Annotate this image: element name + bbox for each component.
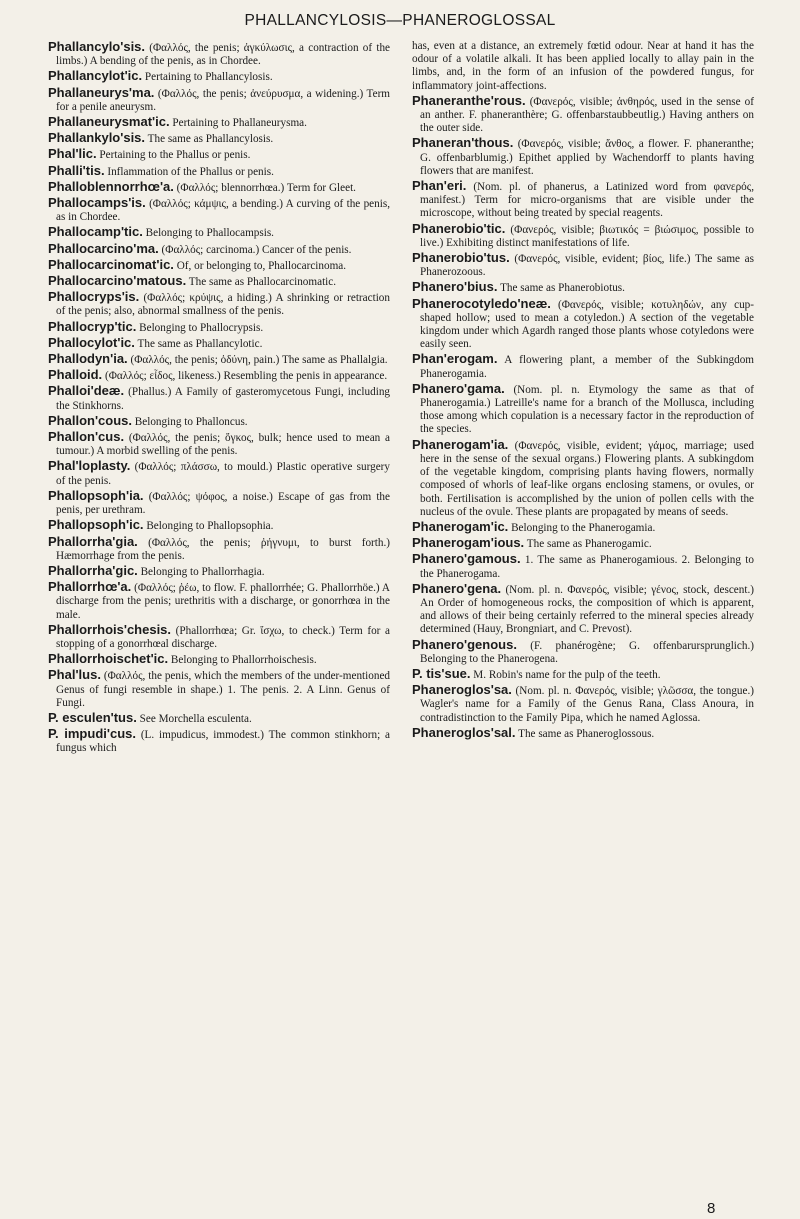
entry-headword: Phallocryps'is. xyxy=(48,289,140,305)
dictionary-entry xyxy=(48,131,390,146)
entry-definition: (Φαλλός, the penis; ἀνεύρυσμα, a widening.) Term for a penile aneurysm. xyxy=(56,87,390,113)
entry-definition: The same as Phanerogamic. xyxy=(526,538,652,551)
dictionary-entry xyxy=(48,430,390,458)
dictionary-entry xyxy=(412,520,754,535)
entry-headword: Phallodyn'ia. xyxy=(48,351,128,367)
entry-headword: Phalli'tis. xyxy=(48,162,105,178)
entry-headword: P. esculen'tus. xyxy=(48,709,137,725)
dictionary-entry xyxy=(48,580,390,622)
entry-definition: (Nom. pl. n. Etymology the same as that of Phanerogamia.) Latreille's name for a branch of the Mollusca, including those among which copulation is a necessary factor in the reproduction of the species. xyxy=(420,383,755,436)
entry-definition: (Φαλλός; κάμψις, a bending.) A curving of the penis, as in Chordee. xyxy=(56,198,390,224)
entry-headword: Phallocarcino'matous. xyxy=(48,273,187,289)
entry-definition: (Φαλλός, the penis; ῥήγνυμι, to burst forth.) Hæmorrhage from the penis. xyxy=(56,536,391,562)
entry-headword: Phan'eri. xyxy=(412,178,467,194)
entry-headword: Phallocryp'tic. xyxy=(48,318,137,334)
entry-headword: Phaneran'thous. xyxy=(412,135,514,151)
dictionary-entry xyxy=(48,535,390,563)
entry-definition: Pertaining to Phallancylosis. xyxy=(144,71,273,84)
entry-definition: (Φανερός, visible, evident; γάμος, marriage; used here in the sense of the sexual organs.) Flowering plants. A subkingdom of the vegetable kingdom, comprising plants having flowers, normally composed of whorls of leaf-like organs enclosing stamens, or ovules, or both. Fertilisation is accomplished by the union of pollen cells with the nucleus of the ovule. These plants are propagated by means of seeds. xyxy=(420,439,754,518)
entry-headword: Phal'loplasty. xyxy=(48,458,131,474)
entry-definition: (Φαλλός; πλάσσω, to mould.) Plastic operative surgery of the penis. xyxy=(56,461,390,487)
dictionary-entry xyxy=(48,115,390,130)
entry-definition: (Φαλλός; blennorrhœa.) Term for Gleet. xyxy=(176,181,356,194)
entry-headword: Phallorrhois'chesis. xyxy=(48,621,172,637)
dictionary-entry xyxy=(48,711,390,726)
page-number: 8 xyxy=(707,1200,716,1217)
dictionary-entry xyxy=(48,652,390,667)
entry-definition: (Φανερός, visible, evident; βίος, life.) The same as Phanerozoous. xyxy=(420,253,754,279)
dictionary-entry xyxy=(48,623,390,651)
entry-definition: (Φαλλός, the penis; ἀγκύλωσις, a contraction of the limbs.) A bending of the penis, as in Chordee. xyxy=(56,42,391,68)
dictionary-entry xyxy=(412,536,754,551)
entry-definition: (Φαλλός; κρύψις, a hiding.) A shrinking or retraction of the penis; also, abnormal smallness of the penis. xyxy=(56,292,390,318)
entry-definition: Belonging to Phallopsophia. xyxy=(146,520,274,533)
entry-definition: Belonging to Phallorrhoischesis. xyxy=(170,654,317,667)
dictionary-entry xyxy=(48,384,390,412)
entry-definition: (Φανερός, visible; ἄνθος, a flower. F. phaneranthe; G. offenbarblumig.) Epithet applied by Wachendorff to plants having flowers that are manifest. xyxy=(420,138,755,177)
dictionary-entry xyxy=(48,368,390,383)
entry-definition: (Nom. pl. of phanerus, a Latinized word from φανερός, manifest.) Term for micro-organisms that are visible under the microscope, without being treated by special reagents. xyxy=(420,181,754,220)
entry-definition: has, even at a distance, an extremely fœtid odour. Near at hand it has the odour of a volatile alkali. It has been applied locally to allay pain in the limbs, and, in the form of an infusion of the powdered fungus, for inflammatory joint-affections. xyxy=(412,40,754,92)
dictionary-entry xyxy=(48,290,390,318)
entry-definition: 1. The same as Phanerogamious. 2. Belonging to the Phanerogama. xyxy=(420,554,754,580)
dictionary-entry xyxy=(412,352,754,380)
dictionary-entry xyxy=(48,196,390,224)
entry-definition: Belonging to Phallocampsis. xyxy=(145,227,274,240)
entry-headword: Phallocamp'tic. xyxy=(48,224,143,240)
dictionary-entry xyxy=(412,94,754,136)
dictionary-entry xyxy=(48,320,390,335)
entry-headword: Phaneroglos'sa. xyxy=(412,682,512,698)
entry-headword: Phallon'cus. xyxy=(48,429,125,445)
entry-headword: Phallankylo'sis. xyxy=(48,130,146,146)
entry-definition: Pertaining to the Phallus or penis. xyxy=(99,149,251,162)
entry-headword: Phanerogam'ious. xyxy=(412,535,525,551)
entry-definition: (Φαλλός, the penis, which the members of the under-mentioned Genus of fungi resemble in shape.) 1. The penis. 2. A Linn. Genus of Fungi. xyxy=(56,670,391,709)
left-column xyxy=(48,40,390,757)
dictionary-entry xyxy=(412,683,754,725)
page-header: PHALLANCYLOSIS—PHANEROGLOSSAL xyxy=(244,12,556,29)
dictionary-entry xyxy=(48,352,390,367)
entry-headword: Phal'lus. xyxy=(48,667,101,683)
dictionary-entry xyxy=(412,136,754,178)
entry-headword: Phanero'gamous. xyxy=(412,551,521,567)
entry-headword: Phallocarcinomat'ic. xyxy=(48,256,174,272)
entry-headword: P. tis'sue. xyxy=(412,665,471,681)
entry-definition: Inflammation of the Phallus or penis. xyxy=(107,165,274,178)
dictionary-entry xyxy=(48,518,390,533)
entry-definition: (Φαλλός; ῥέω, to flow. F. phallorrhée; G. Phallorrhöe.) A discharge from the penis; urethritis with a discharge, or gonorrhœa in the male. xyxy=(56,582,390,621)
dictionary-entry xyxy=(48,727,390,755)
entry-definition: (L. impudicus, immodest.) The common stinkhorn; a fungus which xyxy=(56,729,390,755)
entry-headword: Phalloid. xyxy=(48,367,103,383)
entry-headword: Phan'erogam. xyxy=(412,351,498,367)
entry-headword: Phallaneurys'ma. xyxy=(48,84,155,100)
dictionary-entry xyxy=(412,280,754,295)
entry-headword: Phalloi'deæ. xyxy=(48,383,125,399)
dictionary-entry xyxy=(48,258,390,273)
entry-definition: The same as Phaneroglossous. xyxy=(518,727,655,740)
dictionary-entry xyxy=(48,668,390,710)
entry-definition: (Φανερός, visible; βιωτικός = βιώσιμος, possible to live.) Exhibiting distinct manifestations of life. xyxy=(420,223,755,249)
entry-headword: Phanero'gena. xyxy=(412,580,502,596)
entry-definition: (Φαλλός; εἶδος, likeness.) Resembling the penis in appearance. xyxy=(104,370,388,383)
entry-definition: (Φανερός, visible; ἀνθηρός, used in the sense of an anther. F. phaneranthère; G. offenbarstaubbeutlig.) Having anthers on the outer side. xyxy=(420,95,755,135)
dictionary-entry xyxy=(48,336,390,351)
entry-definition: Of, or belonging to, Phallocarcinoma. xyxy=(176,259,347,272)
entry-headword: Phallorrha'gia. xyxy=(48,533,138,549)
entry-definition: Belonging to the Phanerogamia. xyxy=(511,521,656,534)
entry-definition: See Morchella esculenta. xyxy=(139,712,252,725)
entry-definition: Pertaining to Phallaneurysma. xyxy=(172,117,307,130)
dictionary-entry xyxy=(48,180,390,195)
entry-definition: A flowering plant, a member of the Subkingdom Phanerogamia. xyxy=(420,354,754,380)
entry-definition: The same as Phallancylotic. xyxy=(137,337,263,350)
entry-definition: The same as Phallocarcinomatic. xyxy=(188,276,337,289)
entry-definition: Belonging to Phallocrypsis. xyxy=(139,321,264,334)
entry-headword: Phalloblennorrhœ'a. xyxy=(48,178,174,194)
entry-headword: Phanerogam'ia. xyxy=(412,436,509,452)
entry-headword: Phallopsoph'ia. xyxy=(48,487,144,503)
dictionary-entry xyxy=(48,459,390,487)
right-column xyxy=(412,40,754,742)
entry-headword: Phallancylot'ic. xyxy=(48,68,143,84)
entry-definition: The same as Phallancylosis. xyxy=(147,133,274,146)
dictionary-entry xyxy=(412,638,754,666)
entry-definition: (Φαλλός; carcinoma.) Cancer of the penis. xyxy=(161,243,352,256)
entry-headword: Phallocarcino'ma. xyxy=(48,240,159,256)
entry-definition: Belonging to Phallorrhagia. xyxy=(140,565,265,578)
dictionary-entry xyxy=(412,251,754,279)
dictionary-entry xyxy=(48,147,390,162)
entry-headword: Phallopsoph'ic. xyxy=(48,517,144,533)
entry-definition: (Φανερός, visible; κοτυληδών, any cup-shaped hollow; used to mean a cotyledon.) A section of the vegetable kingdom under which Agardh ranged those plants whose cotyledons were easily seen. xyxy=(420,298,754,351)
dictionary-entry xyxy=(412,179,754,221)
dictionary-entry xyxy=(48,242,390,257)
entry-headword: Phallaneurysmat'ic. xyxy=(48,114,170,130)
entry-definition: (Φαλλός, the penis; ὀδύνη, pain.) The same as Phallalgia. xyxy=(130,354,388,367)
entry-headword: Phanerocotyledo'neæ. xyxy=(412,295,551,311)
entry-headword: Phaneroglos'sal. xyxy=(412,724,516,740)
entry-headword: Phanero'gama. xyxy=(412,380,505,396)
dictionary-entry xyxy=(48,86,390,114)
entry-headword: Phanerobio'tic. xyxy=(412,220,506,236)
dictionary-entry xyxy=(412,726,754,741)
entry-definition: (Nom. pl. n. Φανερός, visible; γένος, stock, descent.) An Order of homogeneous rocks, the composition of which is apparent, and allows of their being certainly referred to the mineral species already determined (Hauy, Brongniart, and C. Prevost). xyxy=(420,583,754,636)
entry-headword: Phallocamps'is. xyxy=(48,195,146,211)
dictionary-entry xyxy=(412,40,754,93)
dictionary-entry xyxy=(412,667,754,682)
entry-headword: Phaneranthe'rous. xyxy=(412,92,526,108)
dictionary-entry xyxy=(48,274,390,289)
entry-definition: (Phallus.) A Family of gasteromycetous Fungi, including the Stinkhorns. xyxy=(56,386,391,412)
entry-headword: Phanero'genous. xyxy=(412,636,517,652)
dictionary-entry xyxy=(48,69,390,84)
dictionary-entry xyxy=(412,552,754,580)
entry-headword: Phanerogam'ic. xyxy=(412,518,509,534)
dictionary-entry xyxy=(48,564,390,579)
entry-definition: The same as Phanerobiotus. xyxy=(500,282,625,295)
entry-definition: (F. phanérogène; G. offenbarursprunglich.) Belonging to the Phanerogena. xyxy=(420,639,754,665)
dictionary-entry xyxy=(412,222,754,250)
entry-definition: (Nom. pl. n. Φανερός, visible; γλῶσσα, the tongue.) Wagler's name for a Family of the Genus Rana, Class Anoura, in contradistinction to the Family Pipa, which he named Aglossa. xyxy=(420,685,754,724)
entry-headword: Phallorrhœ'a. xyxy=(48,579,132,595)
entry-headword: Phallocylot'ic. xyxy=(48,334,135,350)
dictionary-entry xyxy=(48,225,390,240)
entry-headword: Phallorrhoischet'ic. xyxy=(48,651,169,667)
dictionary-entry xyxy=(48,489,390,517)
entry-headword: Phanero'bius. xyxy=(412,279,498,295)
dictionary-entry xyxy=(412,582,754,637)
entry-headword: Phal'lic. xyxy=(48,146,97,162)
entry-definition: Belonging to Phalloncus. xyxy=(134,415,248,428)
entry-headword: P. impudi'cus. xyxy=(48,726,136,742)
dictionary-entry xyxy=(412,297,754,352)
entry-headword: Phallancylo'sis. xyxy=(48,39,146,54)
entry-headword: Phanerobio'tus. xyxy=(412,250,510,266)
entry-headword: Phallorrha'gic. xyxy=(48,562,138,578)
dictionary-entry xyxy=(412,438,754,519)
dictionary-entry xyxy=(48,164,390,179)
entry-definition: M. Robin's name for the pulp of the teeth. xyxy=(473,668,661,681)
dictionary-entry xyxy=(48,40,390,68)
entry-headword: Phallon'cous. xyxy=(48,412,132,428)
entry-definition: (Φαλλός; ψόφος, a noise.) Escape of gas from the penis, per urethram. xyxy=(56,490,390,517)
entry-definition: (Phallorrhœa; Gr. ἴσχω, to check.) Term for a stopping of a gonorrhœal discharge. xyxy=(56,624,390,650)
entry-definition: (Φαλλός, the penis; ὄγκος, bulk; hence used to mean a tumour.) A morbid swelling of the penis. xyxy=(56,432,391,458)
dictionary-entry xyxy=(48,414,390,429)
dictionary-entry xyxy=(412,382,754,437)
